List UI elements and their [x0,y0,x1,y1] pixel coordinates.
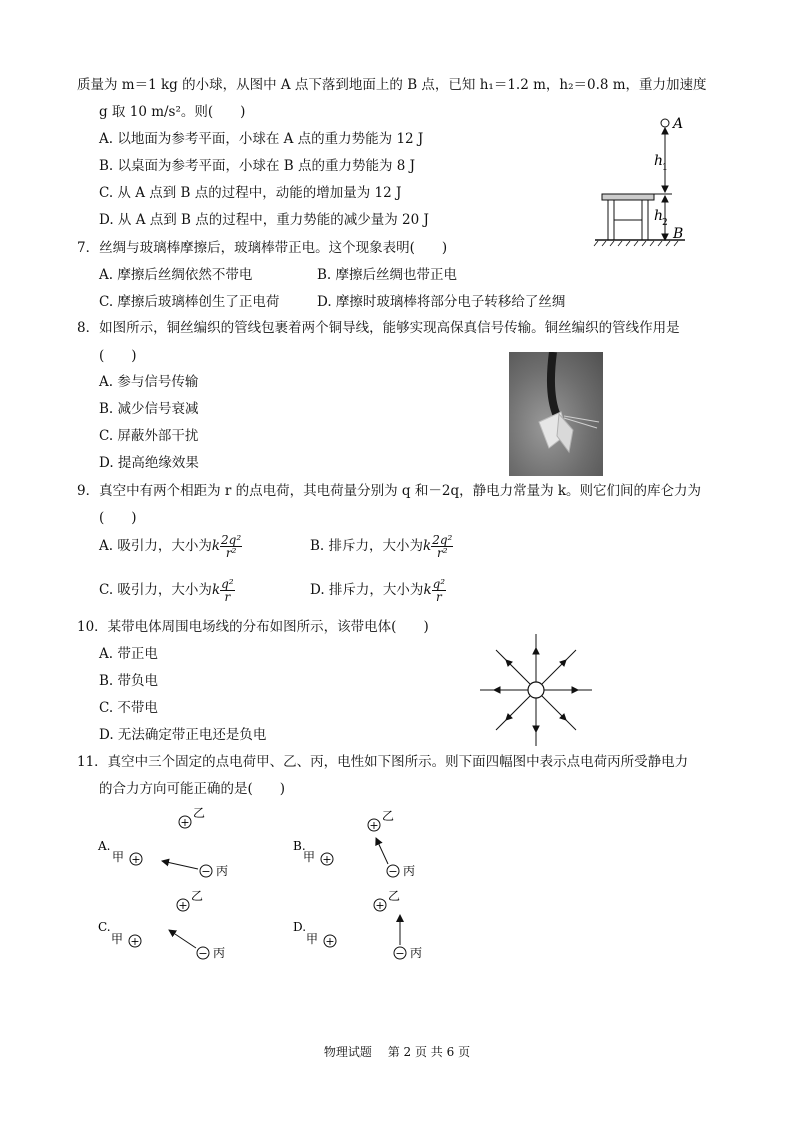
label-bing: 丙 [213,946,226,960]
cable-photo [509,352,603,476]
coulomb-constant-k: k [211,581,221,598]
q10-option-c: C. 不带电 [99,700,158,716]
q9-option-c-text: C. 吸引力，大小为 [99,581,212,598]
q9-stem-line1: 9．真空中有两个相距为 r 的点电荷，其电荷量分别为 q 和－2q，静电力常量为 k。则它们间的库仑力为 [77,483,702,499]
q11-stem-line1: 11．真空中三个固定的点电荷甲、乙、丙，电性如下图所示。则下面四幅图中表示点电荷丙所受静电力 [77,754,689,770]
plus-sign: + [180,816,190,829]
q6-option-c: C. 从 A 点到 B 点的过程中，动能的增加量为 12 J [99,185,402,201]
label-h1-sub: 1 [662,163,668,173]
fraction-q2-r: $\frac{\text{q²}}{r}$ [221,577,234,604]
option-b-label: B. [293,839,306,853]
q10-stem: 10．某带电体周围电场线的分布如图所示，该带电体( ) [77,619,429,635]
coulomb-constant-k: k [423,537,432,554]
q6-stem-line1: 质量为 m＝1 kg 的小球，从图中 A 点下落到地面上的 B 点，已知 h₁＝1.2 m，h₂＝0.8 m，重力加速度 [77,77,707,93]
option-d-label: D. [293,920,307,934]
minus-sign: − [201,865,211,878]
q7-option-d: D. 摩擦时玻璃棒将部分电子转移给了丝绸 [317,294,566,310]
label-bing: 丙 [216,864,229,878]
minus-sign: − [198,947,208,960]
label-jia: 甲 [111,932,124,946]
q8-option-c: C. 屏蔽外部干扰 [99,428,199,444]
label-h2-sub: 2 [662,218,668,228]
fraction-q2-r: $\frac{\text{q²}}{r}$ [432,577,446,604]
label-jia: 甲 [306,932,319,946]
q7-option-a: A. 摩擦后丝绸依然不带电 [99,267,253,283]
label-point-b: B [673,226,684,242]
q7-stem: 7．丝绸与玻璃棒摩擦后，玻璃棒带正电。这个现象表明( ) [77,240,448,256]
q10-option-a: A. 带正电 [99,646,158,662]
q9-option-b [310,534,453,559]
q9-stem-line2: ( ) [99,510,137,526]
label-yi: 乙 [388,889,401,903]
q8-stem-line2: ( ) [99,348,137,364]
q11-stem-line2: 的合力方向可能正确的是( ) [99,781,286,797]
q7-option-b: B. 摩擦后丝绸也带正电 [317,267,458,283]
label-h1: h [654,153,664,169]
q10-option-b: B. 带负电 [99,673,159,689]
label-jia: 甲 [112,850,125,864]
label-jia: 甲 [303,850,316,864]
plus-sign: + [325,935,335,948]
plus-sign: + [178,899,188,912]
q9-option-c [99,578,235,603]
plus-sign: + [322,853,332,866]
q6-option-b: B. 以桌面为参考平面，小球在 B 点的重力势能为 8 J [99,158,416,174]
plus-sign: + [369,819,379,832]
fraction-2q2-r2: $\frac{\text{2q²}}{\text{r²}}$ [432,533,453,560]
q9-option-d-text: D. 排斥力，大小为 [310,581,424,598]
label-yi: 乙 [193,806,206,820]
minus-sign: − [395,947,405,960]
q6-figure [590,110,700,250]
q8-option-d: D. 提高绝缘效果 [99,455,199,471]
q11-options-diagram [90,805,450,970]
q8-stem-line1: 8．如图所示，铜丝编织的管线包裹着两个铜导线，能够实现高保真信号传输。铜丝编织的管线作用是 [77,320,680,336]
q8-option-b: B. 减少信号衰减 [99,401,199,417]
label-bing: 丙 [403,864,416,878]
q10-option-d: D. 无法确定带正电还是负电 [99,727,267,743]
q9-option-a-text: A. 吸引力，大小为 [99,537,212,554]
label-point-a: A [673,116,684,132]
q6-stem-line2: g 取 10 m/s²。则( ) [99,104,246,120]
plus-sign: + [130,935,140,948]
q9-option-d [310,578,446,603]
label-yi: 乙 [191,889,204,903]
option-a-label: A. [98,839,111,853]
q6-option-d: D. 从 A 点到 B 点的过程中，重力势能的减少量为 20 J [99,212,429,228]
page-footer: 物理试题 第 2 页 共 6 页 [323,1045,471,1059]
coulomb-constant-k: k [211,537,221,554]
q6-option-a: A. 以地面为参考平面，小球在 A 点的重力势能为 12 J [99,131,424,147]
q9-option-a [99,534,242,559]
field-lines-diagram [478,632,594,748]
label-h2: h [654,208,664,224]
option-c-label: C. [98,920,111,934]
minus-sign: − [388,865,398,878]
q7-option-c: C. 摩擦后玻璃棒创生了正电荷 [99,294,280,310]
label-yi: 乙 [382,809,395,823]
plus-sign: + [131,853,141,866]
plus-sign: + [375,899,385,912]
coulomb-constant-k: k [423,581,432,598]
q8-option-a: A. 参与信号传输 [99,374,199,390]
q9-option-b-text: B. 排斥力，大小为 [310,537,424,554]
label-bing: 丙 [410,946,423,960]
fraction-2q2-r2: $\frac{\text{2q²}}{\text{r²}}$ [221,533,242,560]
